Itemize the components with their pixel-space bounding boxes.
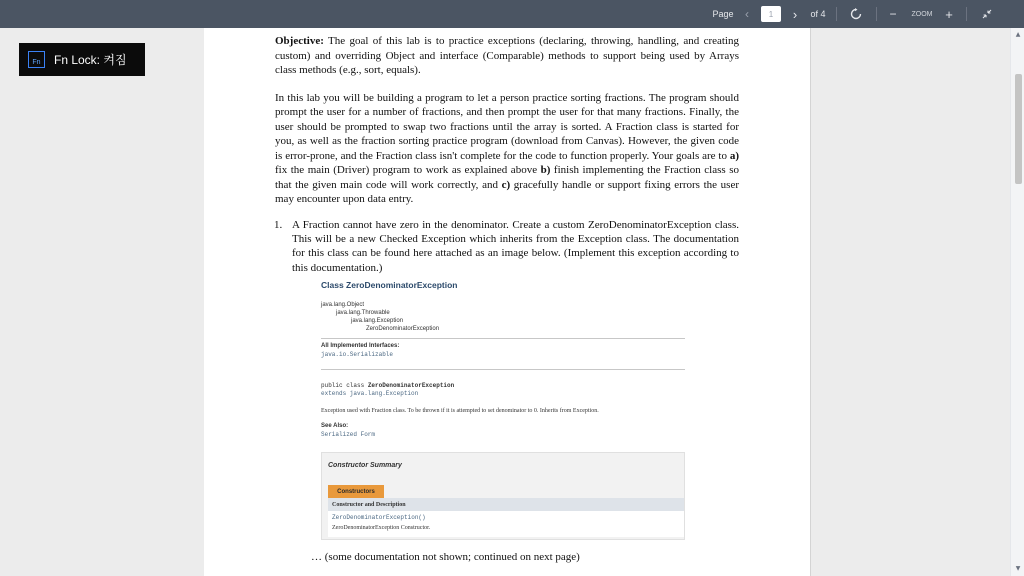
collapse-icon[interactable] [978, 0, 996, 28]
goal-c-label: c) [501, 178, 511, 191]
javadoc-title: Class ZeroDenominatorException [321, 280, 458, 290]
interfaces-label: All Implemented Interfaces: [321, 343, 400, 349]
constructor-signature[interactable]: ZeroDenominatorException() [332, 514, 426, 521]
see-also-link[interactable]: Serialized Form [321, 431, 376, 438]
see-also-label: See Also: [321, 423, 349, 429]
scroll-down-icon[interactable]: ▼ [1015, 565, 1021, 572]
goal-a-text: fix the main (Driver) program to work as explained above [275, 164, 541, 176]
summary-title: Constructor Summary [328, 462, 402, 469]
interfaces-value[interactable]: java.io.Serializable [321, 351, 394, 358]
intro-text: In this lab you will be building a program to let a person practice sorting fractions. The program should prompt the user for a number of fractions, and then prompt the user for that many fractions. Finally, the user should be prompted to swap two fractions until the array is sorted. A Fraction class is started for you, as well as the fraction sorting practice program (download from Canvas). However, the given code is error-prone, and the Fraction class isn't complete for the code to function properly. Your goals are to [275, 91, 739, 162]
intro-paragraph [275, 91, 739, 207]
pdf-toolbar [0, 0, 1024, 28]
left-pane [0, 28, 204, 576]
scroll-up-icon[interactable]: ▲ [1015, 31, 1021, 38]
page-label: Page [712, 9, 734, 19]
toolbar-divider [836, 7, 837, 21]
fn-lock-label: Fn Lock: 켜짐 [54, 53, 127, 67]
divider [321, 369, 685, 370]
hierarchy-class: ZeroDenominatorException [366, 326, 440, 332]
column-header: Constructor and Description [328, 498, 684, 511]
goal-b-text: finish implementing the Fraction class so that the given main code will work correctly, and [275, 164, 739, 191]
right-pane [810, 28, 1010, 576]
hierarchy-throwable: java.lang.Throwable [336, 310, 390, 316]
next-page-icon[interactable]: › [792, 6, 798, 22]
document-body [275, 34, 739, 220]
decl-prefix: public class [321, 382, 368, 389]
toolbar-divider [966, 7, 967, 21]
continuation-note: … (some documentation not shown; continued on next page) [311, 551, 580, 563]
zoom-label: ZOOM [911, 10, 933, 18]
toolbar-divider [876, 7, 877, 21]
table-row [328, 511, 684, 537]
scroll-thumb[interactable] [1015, 74, 1022, 184]
class-description: Exception used with Fraction class. To be thrown if it is attempted to set denominator to 0. Inherits from Exception. [321, 408, 599, 414]
zoom-in-icon[interactable]: + [945, 6, 953, 22]
vertical-scrollbar[interactable] [1010, 28, 1024, 576]
list-item [274, 218, 739, 275]
document-page [204, 28, 810, 576]
objective-text: The goal of this lab is to practice exceptions (declaring, throwing, handling, and creating custom) and overriding Object and interface (Comparable) methods to support being used by Arrays class methods (e.g., sort, equals). [275, 35, 739, 76]
rotate-icon[interactable] [846, 0, 866, 28]
goal-b-label: b) [540, 164, 551, 176]
constructor-summary [321, 452, 685, 540]
zoom-out-icon[interactable]: − [889, 7, 897, 21]
prev-page-icon[interactable]: ‹ [745, 7, 749, 21]
list-item-text: A Fraction cannot have zero in the denominator. Create a custom ZeroDenominatorException class. This will be a new Checked Exception which inherits from the Exception class. The documentation for this class can be found here attached as an image below. (Implement this exception according to this documentation.) [292, 219, 739, 274]
hierarchy-object: java.lang.Object [321, 302, 365, 308]
fn-lock-indicator [19, 43, 145, 76]
goal-a-label: a) [729, 149, 739, 162]
divider [321, 338, 685, 339]
decl-name: ZeroDenominatorException [367, 382, 455, 389]
constructor-description: ZeroDenominatorException Constructor. [332, 525, 431, 531]
page-total: of 4 [810, 9, 826, 19]
page-number-input[interactable]: 1 [761, 6, 781, 22]
list-item-number: 1. [274, 219, 283, 231]
class-extends: extends java.lang.Exception [321, 390, 419, 397]
objective-paragraph [275, 34, 739, 78]
fn-icon: Fn [28, 51, 45, 68]
objective-label: Objective: [275, 35, 324, 47]
goal-c-text: gracefully handle or support fixing errors the user may encounter upon data entry. [275, 178, 739, 205]
constructors-tab[interactable]: Constructors [328, 485, 384, 498]
javadoc-image [317, 276, 687, 546]
hierarchy-exception: java.lang.Exception [351, 318, 404, 324]
